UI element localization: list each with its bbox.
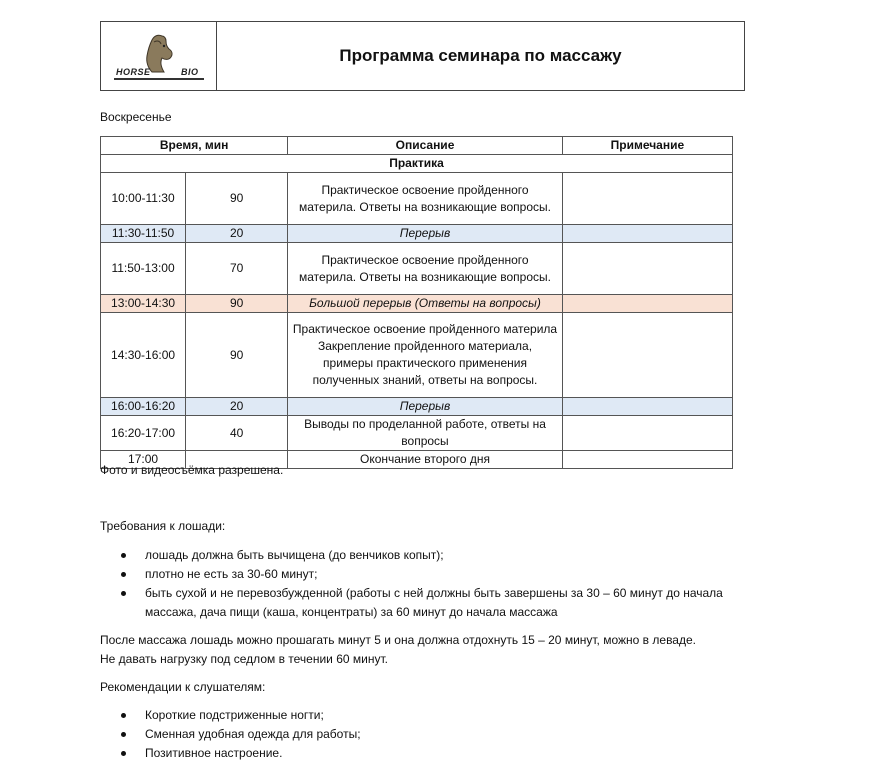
table-row xyxy=(101,225,733,243)
table-header-row xyxy=(101,137,733,155)
cell-desc: Перерыв xyxy=(288,225,563,243)
cell-desc: Практическое освоение пройденного материла. Ответы на возникающие вопросы. xyxy=(288,243,563,295)
page-title: Программа семинара по массажу xyxy=(339,46,622,65)
cell-time: 14:30-16:00 xyxy=(101,313,186,398)
cell-min: 90 xyxy=(186,173,288,225)
cell-note xyxy=(562,225,732,243)
list-item-text: Сменная удобная одежда для работы; xyxy=(145,727,361,741)
cell-time: 10:00-11:30 xyxy=(101,173,186,225)
list-item xyxy=(100,706,740,725)
cell-min: 20 xyxy=(186,398,288,416)
table-row xyxy=(101,313,733,398)
after-massage-note xyxy=(100,631,800,669)
cell-desc: Практическое освоение пройденного материла. Ответы на возникающие вопросы. xyxy=(288,173,563,225)
bullet-icon xyxy=(121,591,126,596)
list-item-text: Короткие подстриженные ногти; xyxy=(145,708,324,722)
bullet-icon xyxy=(121,713,126,718)
cell-note xyxy=(562,398,732,416)
cell-desc: Выводы по проделанной работе, ответы на вопросы xyxy=(288,416,563,451)
cell-desc-line: Практическое освоение пройденного материла xyxy=(292,322,558,336)
list-item xyxy=(100,546,740,565)
cell-time: 11:30-11:50 xyxy=(101,225,186,243)
list-item-text: лошадь должна быть вычищена (до венчиков копыт); xyxy=(145,548,444,562)
cell-desc xyxy=(288,313,563,398)
bullet-icon xyxy=(121,572,126,577)
schedule-table xyxy=(100,136,733,469)
requirements-title: Требования к лошади: xyxy=(100,519,226,533)
cell-time: 11:50-13:00 xyxy=(101,243,186,295)
logo-text-bio: BIO xyxy=(181,67,199,77)
cell-min: 90 xyxy=(186,295,288,313)
header-note: Примечание xyxy=(562,137,732,155)
cell-time: 16:00-16:20 xyxy=(101,398,186,416)
header-desc: Описание xyxy=(288,137,563,155)
bullet-icon xyxy=(121,732,126,737)
cell-min: 70 xyxy=(186,243,288,295)
logo-text-horse: HORSE xyxy=(116,67,151,77)
photo-note: Фото и видеосъёмка разрешена. xyxy=(100,463,284,477)
table-row xyxy=(101,173,733,225)
list-item xyxy=(100,584,740,622)
logo-underline xyxy=(114,78,204,80)
recommendations-list xyxy=(100,706,740,763)
list-item xyxy=(100,565,740,584)
list-item xyxy=(100,744,740,763)
cell-desc: Перерыв xyxy=(288,398,563,416)
cell-note xyxy=(562,416,732,451)
header-time-min: Время, мин xyxy=(101,137,288,155)
cell-desc: Окончание второго дня xyxy=(288,451,563,469)
horse-bio-logo xyxy=(114,32,204,82)
cell-note xyxy=(562,173,732,225)
after-massage-line: Не давать нагрузку под седлом в течении 60 минут. xyxy=(100,652,388,666)
bullet-icon xyxy=(121,751,126,756)
list-item-text: быть сухой и не перевозбужденной (работы с ней должны быть завершены за 30 – 60 минут до начала массажа, дача пищи (каша, концентраты) за 60 минут до начала массажа xyxy=(145,586,723,619)
header-box xyxy=(100,21,745,91)
day-label: Воскресенье xyxy=(100,110,172,124)
cell-time: 16:20-17:00 xyxy=(101,416,186,451)
cell-time: 13:00-14:30 xyxy=(101,295,186,313)
bullet-icon xyxy=(121,553,126,558)
cell-min: 90 xyxy=(186,313,288,398)
recommendations-title: Рекомендации к слушателям: xyxy=(100,680,266,694)
section-row xyxy=(101,155,733,173)
table-row xyxy=(101,398,733,416)
table-row xyxy=(101,243,733,295)
cell-min: 20 xyxy=(186,225,288,243)
cell-min: 40 xyxy=(186,416,288,451)
cell-desc-line: Закрепление пройденного материала, примеры практического применения полученных знаний, ответы на вопросы. xyxy=(312,339,538,387)
after-massage-line: После массажа лошадь можно прошагать минут 5 и она должна отдохнуть 15 – 20 минут, можно в леваде. xyxy=(100,633,696,647)
section-label: Практика xyxy=(101,155,733,173)
cell-note xyxy=(562,451,732,469)
cell-desc: Большой перерыв (Ответы на вопросы) xyxy=(288,295,563,313)
table-row xyxy=(101,416,733,451)
cell-time: 17:00 xyxy=(101,451,186,469)
list-item xyxy=(100,725,740,744)
cell-note xyxy=(562,295,732,313)
list-item-text: Позитивное настроение. xyxy=(145,746,283,760)
requirements-list xyxy=(100,546,740,622)
logo-cell xyxy=(101,22,217,90)
cell-note xyxy=(562,313,732,398)
table-row xyxy=(101,295,733,313)
list-item-text: плотно не есть за 30-60 минут; xyxy=(145,567,318,581)
cell-note xyxy=(562,243,732,295)
